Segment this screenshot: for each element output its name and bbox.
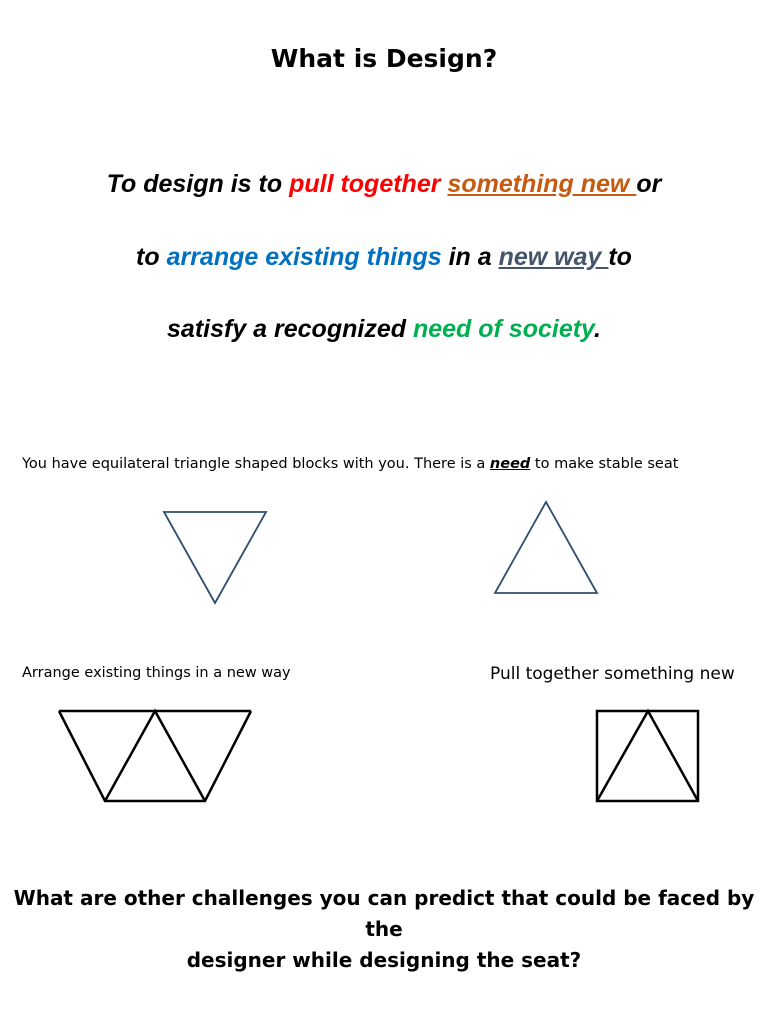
scenario-after: to make stable seat bbox=[530, 456, 679, 472]
definition-line-3 bbox=[0, 315, 768, 344]
definition-text: to bbox=[136, 243, 167, 271]
definition-text: in a bbox=[441, 243, 499, 271]
definition-text: satisfy a recognized bbox=[167, 315, 413, 343]
definition-text: to bbox=[608, 243, 632, 271]
question-line-2: designer while designing the seat? bbox=[186, 948, 582, 972]
pull-together-phrase: pull together bbox=[289, 170, 441, 198]
scenario-before: You have equilateral triangle shaped blocks with you. There is a bbox=[22, 456, 490, 472]
definition-text: To design is to bbox=[106, 170, 290, 198]
new-way-phrase: new way bbox=[498, 243, 609, 271]
definition-text: . bbox=[594, 315, 601, 343]
upright-triangle-shape bbox=[490, 498, 602, 598]
caption-arrange: Arrange existing things in a new way bbox=[22, 665, 291, 681]
caption-pull: Pull together something new bbox=[490, 664, 735, 684]
need-of-society-phrase: need of society bbox=[412, 315, 595, 343]
inverted-triangle-shape bbox=[160, 508, 270, 608]
need-word: need bbox=[489, 456, 531, 472]
square-with-triangle-seat bbox=[593, 707, 703, 807]
definition-line-2 bbox=[0, 243, 768, 272]
page-title: What is Design? bbox=[270, 44, 498, 73]
something-new-phrase: something new bbox=[447, 170, 637, 198]
question-line-1: What are other challenges you can predict that could be faced by the bbox=[13, 886, 755, 941]
scenario-text bbox=[22, 456, 678, 472]
definition-text: or bbox=[636, 170, 662, 198]
definition-line-1 bbox=[0, 170, 768, 199]
arrange-existing-phrase: arrange existing things bbox=[166, 243, 442, 271]
challenge-question bbox=[0, 883, 768, 976]
arranged-triangles-seat bbox=[55, 707, 255, 807]
